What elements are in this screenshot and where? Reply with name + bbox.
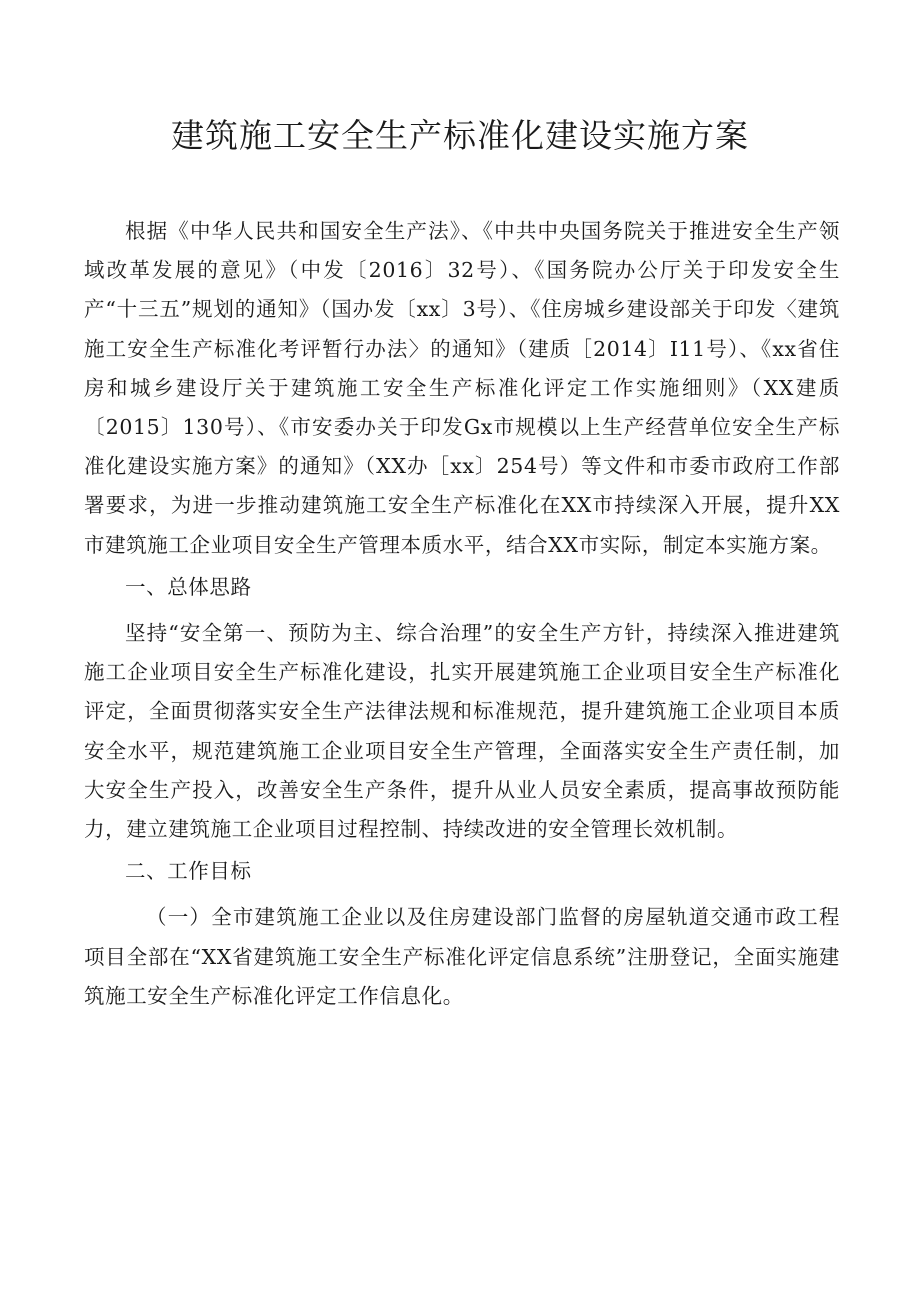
section-heading-work-goals: 二、工作目标 [125, 859, 252, 884]
overall-approach-paragraph: 坚持“安全第一、预防为主、综合治理”的安全生产方针，持续深入推进建筑施工企业项目安全生产标准化建设，扎实开展建筑施工企业项目安全生产标准化评定，全面贯彻落实安全生产法律法规和标准规范，提升建筑施工企业项目本质安全水平，规范建筑施工企业项目安全生产管理，全面落实安全生产责任制，加大安全生产投入，改善安全生产条件，提升从业人员安全素质，提高事故预防能力，建立建筑施工企业项目过程控制、持续改进的安全管理长效机制。 [84, 621, 840, 842]
document-body [84, 212, 840, 1016]
section-heading-overall-approach: 一、总体思路 [125, 574, 252, 599]
work-goals-item-1: （一）全市建筑施工企业以及住房建设部门监督的房屋轨道交通市政工程项目全部在“XX省建筑施工安全生产标准化评定信息系统”注册登记，全面实施建筑施工安全生产标准化评定工作信息化。 [84, 905, 840, 1008]
intro-paragraph: 根据《中华人民共和国安全生产法》、《中共中央国务院关于推进安全生产领域改革发展的意见》（中发〔2016〕32号）、《国务院办公厅关于印发安全生产“十三五”规划的通知》（国办发〔xx〕3号）、《住房城乡建设部关于印发〈建筑施工安全生产标准化考评暂行办法〉的通知》（建质［2014〕I11号）、《xx省住房和城乡建设厅关于建筑施工安全生产标准化评定工作实施细则》（XX建质〔2015〕130号）、《市安委办关于印发Gx市规模以上生产经营单位安全生产标准化建设实施方案》的通知》（XX办［xx〕254号）等文件和市委市政府工作部署要求，为进一步推动建筑施工安全生产标准化在XX市持续深入开展，提升XX市建筑施工企业项目安全生产管理本质水平，结合XX市实际，制定本实施方案。 [84, 219, 840, 557]
document-title: 建筑施工安全生产标准化建设实施方案 [171, 116, 749, 155]
